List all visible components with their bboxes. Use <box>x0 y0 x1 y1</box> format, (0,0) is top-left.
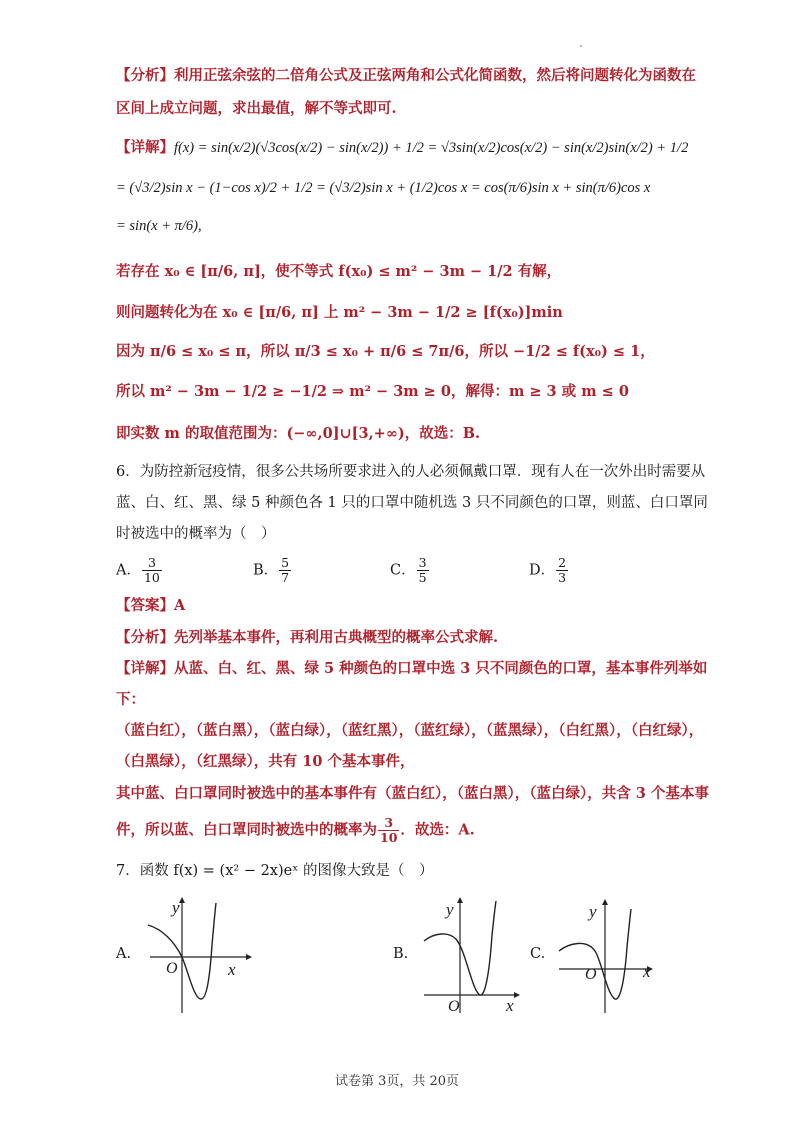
graph-a-x-arrow <box>246 954 252 960</box>
graph-b-origin: O <box>448 998 460 1015</box>
q6-answer: A <box>174 597 186 614</box>
q7-graph-c <box>555 895 675 1020</box>
graph-b-y-label: y <box>446 900 454 919</box>
detail-1-because: 因为 π/6 ≤ x₀ ≤ π，所以 π/3 ≤ x₀ + π/6 ≤ 7π/6，所以 −1/2 ≤ f(x₀) ≤ 1， <box>116 343 655 360</box>
graph-a-x-label: x <box>228 960 236 979</box>
q6-stem-line-3: 时被选中的概率为（ ） <box>116 526 276 542</box>
q6-option-a <box>116 556 163 585</box>
q6-detail-frac-num: 3 <box>378 816 399 831</box>
q6-detail-line-5: 其中蓝、白口罩同时被选中的基本事件有（蓝白红），（蓝白黑），（蓝白绿），共含 3 个基本事 <box>116 785 709 802</box>
q6-stem-line-2: 蓝、白、红、黑、绿 5 种颜色各 1 只的口罩中随机选 3 只不同颜色的口罩，则蓝、白口罩同 <box>116 495 708 511</box>
q6-answer-row <box>116 596 185 616</box>
q6-detail-line-6-post: ．故选：A. <box>400 821 475 839</box>
detail-1-conclusion: 即实数 m 的取值范围为：(−∞,0]∪[3,+∞)，故选：B. <box>116 425 481 442</box>
q6-answer-label: 【答案】 <box>116 597 174 614</box>
q6-detail-line-6-pre: 件，所以蓝、白口罩同时被选中的概率为 <box>116 821 377 839</box>
detail-1-condition: 若存在 x₀ ∈ [π/6, π]，使不等式 f(x₀) ≤ m² − 3m − 1/2 有解， <box>116 263 562 280</box>
q6-analysis: 先列举基本事件，再利用古典概型的概率公式求解. <box>174 629 499 646</box>
q7-option-b-letter: B. <box>393 946 409 962</box>
q7-graph-b <box>420 895 530 1020</box>
q6-option-a-letter: A． <box>116 562 141 579</box>
q6-option-b-letter: B． <box>253 562 279 579</box>
graph-b-x-arrow <box>514 992 520 998</box>
q6-option-c-letter: C． <box>390 562 416 579</box>
page-footer: 试卷第 3页，共 20页 <box>334 1074 460 1089</box>
graph-a-origin: O <box>166 960 178 977</box>
graph-c-x-label: x <box>643 962 651 981</box>
q6-detail-line-2: 下： <box>116 691 145 708</box>
q6-option-a-num: 3 <box>142 556 162 571</box>
q6-detail-line-4: （白黑绿），（红黑绿），共有 10 个基本事件， <box>116 753 415 770</box>
q6-option-b-den: 7 <box>281 570 290 585</box>
detail-1-eq-2: = (√3/2)sin x − (1−cos x)/2 + 1/2 = (√3/2)sin x + (1/2)cos x = cos(π/6)sin x + sin(π/6)cos x <box>116 180 651 196</box>
q7-option-a-letter: A. <box>116 946 132 962</box>
q6-detail-row-1 <box>116 659 707 679</box>
detail-1-eq-1: f(x) = sin(x/2)(√3cos(x/2) − sin(x/2)) + 1/2 = √3sin(x/2)cos(x/2) − sin(x/2)sin(x/2) + 1/2 <box>174 140 689 156</box>
q6-option-c-den: 5 <box>418 570 427 585</box>
graph-c-origin: O <box>585 966 597 983</box>
graph-b-x-label: x <box>506 996 514 1015</box>
q6-option-d-letter: D． <box>529 562 556 579</box>
scan-dot <box>580 45 582 47</box>
q6-detail-line-3: （蓝白红），（蓝白黑），（蓝白绿），（蓝红黑），（蓝红绿），（蓝黑绿），（白红黑），（白红绿）， <box>116 722 704 739</box>
q6-option-c <box>390 556 430 585</box>
q7-option-c-letter: C. <box>530 946 546 962</box>
detail-1-eq-3: = sin(x + π/6), <box>116 218 202 234</box>
q6-option-b-num: 5 <box>281 555 290 570</box>
graph-a-y-arrow <box>179 897 185 903</box>
q6-stem-line-1: 6．为防控新冠疫情，很多公共场所要求进入的人必须佩戴口罩．现有人在一次外出时需要从 <box>116 464 706 480</box>
analysis-1-label: 【分析】 <box>116 67 174 84</box>
detail-1-so: 所以 m² − 3m − 1/2 ≥ −1/2 ⇒ m² − 3m ≥ 0，解得：m ≥ 3 或 m ≤ 0 <box>116 383 629 400</box>
q6-detail-line-1: 从蓝、白、红、黑、绿 5 种颜色的口罩中选 3 只不同颜色的口罩，基本事件列举如 <box>174 660 708 677</box>
q6-detail-label: 【详解】 <box>116 660 174 677</box>
detail-1-label: 【详解】 <box>116 139 174 156</box>
graph-c-curve <box>559 909 631 999</box>
q6-detail-frac-den: 10 <box>380 830 398 845</box>
graph-b-y-arrow <box>457 897 463 903</box>
detail-1-eq-1-row <box>116 138 688 158</box>
q7-graph-a <box>140 895 260 1020</box>
q6-option-d-num: 2 <box>558 555 567 570</box>
q6-option-d <box>529 556 569 585</box>
q6-option-c-num: 3 <box>418 555 427 570</box>
q6-analysis-row <box>116 628 498 648</box>
q6-option-a-den: 10 <box>143 570 160 585</box>
analysis-1-line-1 <box>116 66 696 86</box>
q7-stem: 7．函数 f(x) = (x² − 2x)eˣ 的图像大致是（ ） <box>116 863 434 879</box>
graph-a-y-label: y <box>172 898 180 917</box>
q6-option-d-den: 3 <box>558 570 567 585</box>
q6-option-b <box>253 556 292 585</box>
graph-c-y-label: y <box>589 902 597 921</box>
graph-c-y-arrow <box>602 899 608 905</box>
detail-1-transform: 则问题转化为在 x₀ ∈ [π/6, π] 上 m² − 3m − 1/2 ≥ [f(x₀)]min <box>116 304 563 321</box>
q6-detail-row-6 <box>116 816 475 845</box>
analysis-1-line-2: 区间上成立问题，求出最值，解不等式即可. <box>116 100 397 117</box>
analysis-1-text-1: 利用正弦余弦的二倍角公式及正弦两角和公式化简函数，然后将问题转化为函数在 <box>174 67 696 84</box>
q6-analysis-label: 【分析】 <box>116 629 174 646</box>
